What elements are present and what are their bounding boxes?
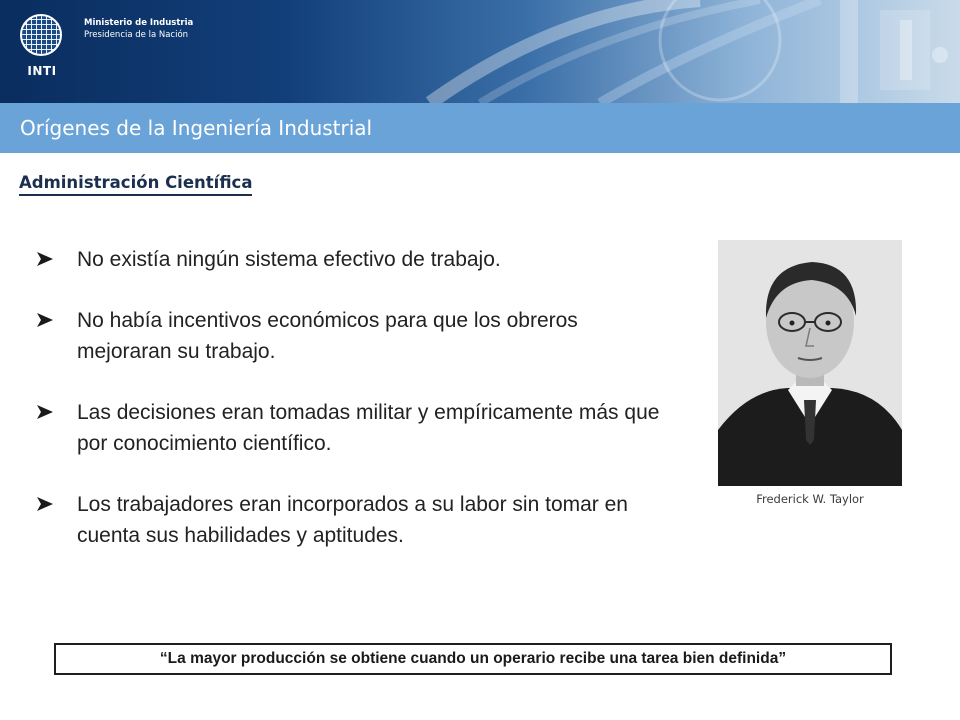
arrowhead-bullet-icon (37, 497, 53, 511)
arrowhead-bullet-icon (37, 313, 53, 327)
banner-decoration (0, 0, 960, 103)
bullet-text: Los trabajadores eran incorporados a su labor sin tomar en cuenta sus habilidades y aptitudes. (77, 493, 628, 547)
ministry-label (84, 17, 193, 41)
title-bar (0, 103, 960, 153)
bullet-item (37, 305, 677, 367)
arrowhead-bullet-icon (37, 405, 53, 419)
inti-logo (18, 14, 66, 78)
bullet-item (37, 244, 677, 275)
bullet-text: No había incentivos económicos para que los obreros mejoraran su trabajo. (77, 309, 578, 363)
portrait-caption: Frederick W. Taylor (756, 492, 864, 506)
bullet-text: Las decisiones eran tomadas militar y empíricamente más que por conocimiento científico. (77, 401, 660, 455)
bullet-list (37, 244, 677, 551)
bullet-item (37, 489, 677, 551)
arrowhead-bullet-icon (37, 252, 53, 266)
quote-text: “La mayor producción se obtiene cuando un operario recibe una tarea bien definida” (159, 650, 787, 667)
slide-title: Orígenes de la Ingeniería Industrial (20, 116, 373, 140)
bullet-text: No existía ningún sistema efectivo de trabajo. (77, 248, 501, 271)
header-banner (0, 0, 960, 103)
presidency-name: Presidencia de la Nación (84, 30, 189, 40)
inti-grid-logo-icon (20, 14, 62, 56)
quote-box (54, 643, 892, 675)
portrait-photo (718, 240, 902, 486)
logo-text: INTI (27, 64, 57, 78)
portrait-illustration (718, 240, 902, 486)
ministry-name: Ministerio de Industria (84, 18, 194, 28)
section-heading: Administración Científica (19, 173, 252, 196)
bullet-item (37, 397, 677, 459)
